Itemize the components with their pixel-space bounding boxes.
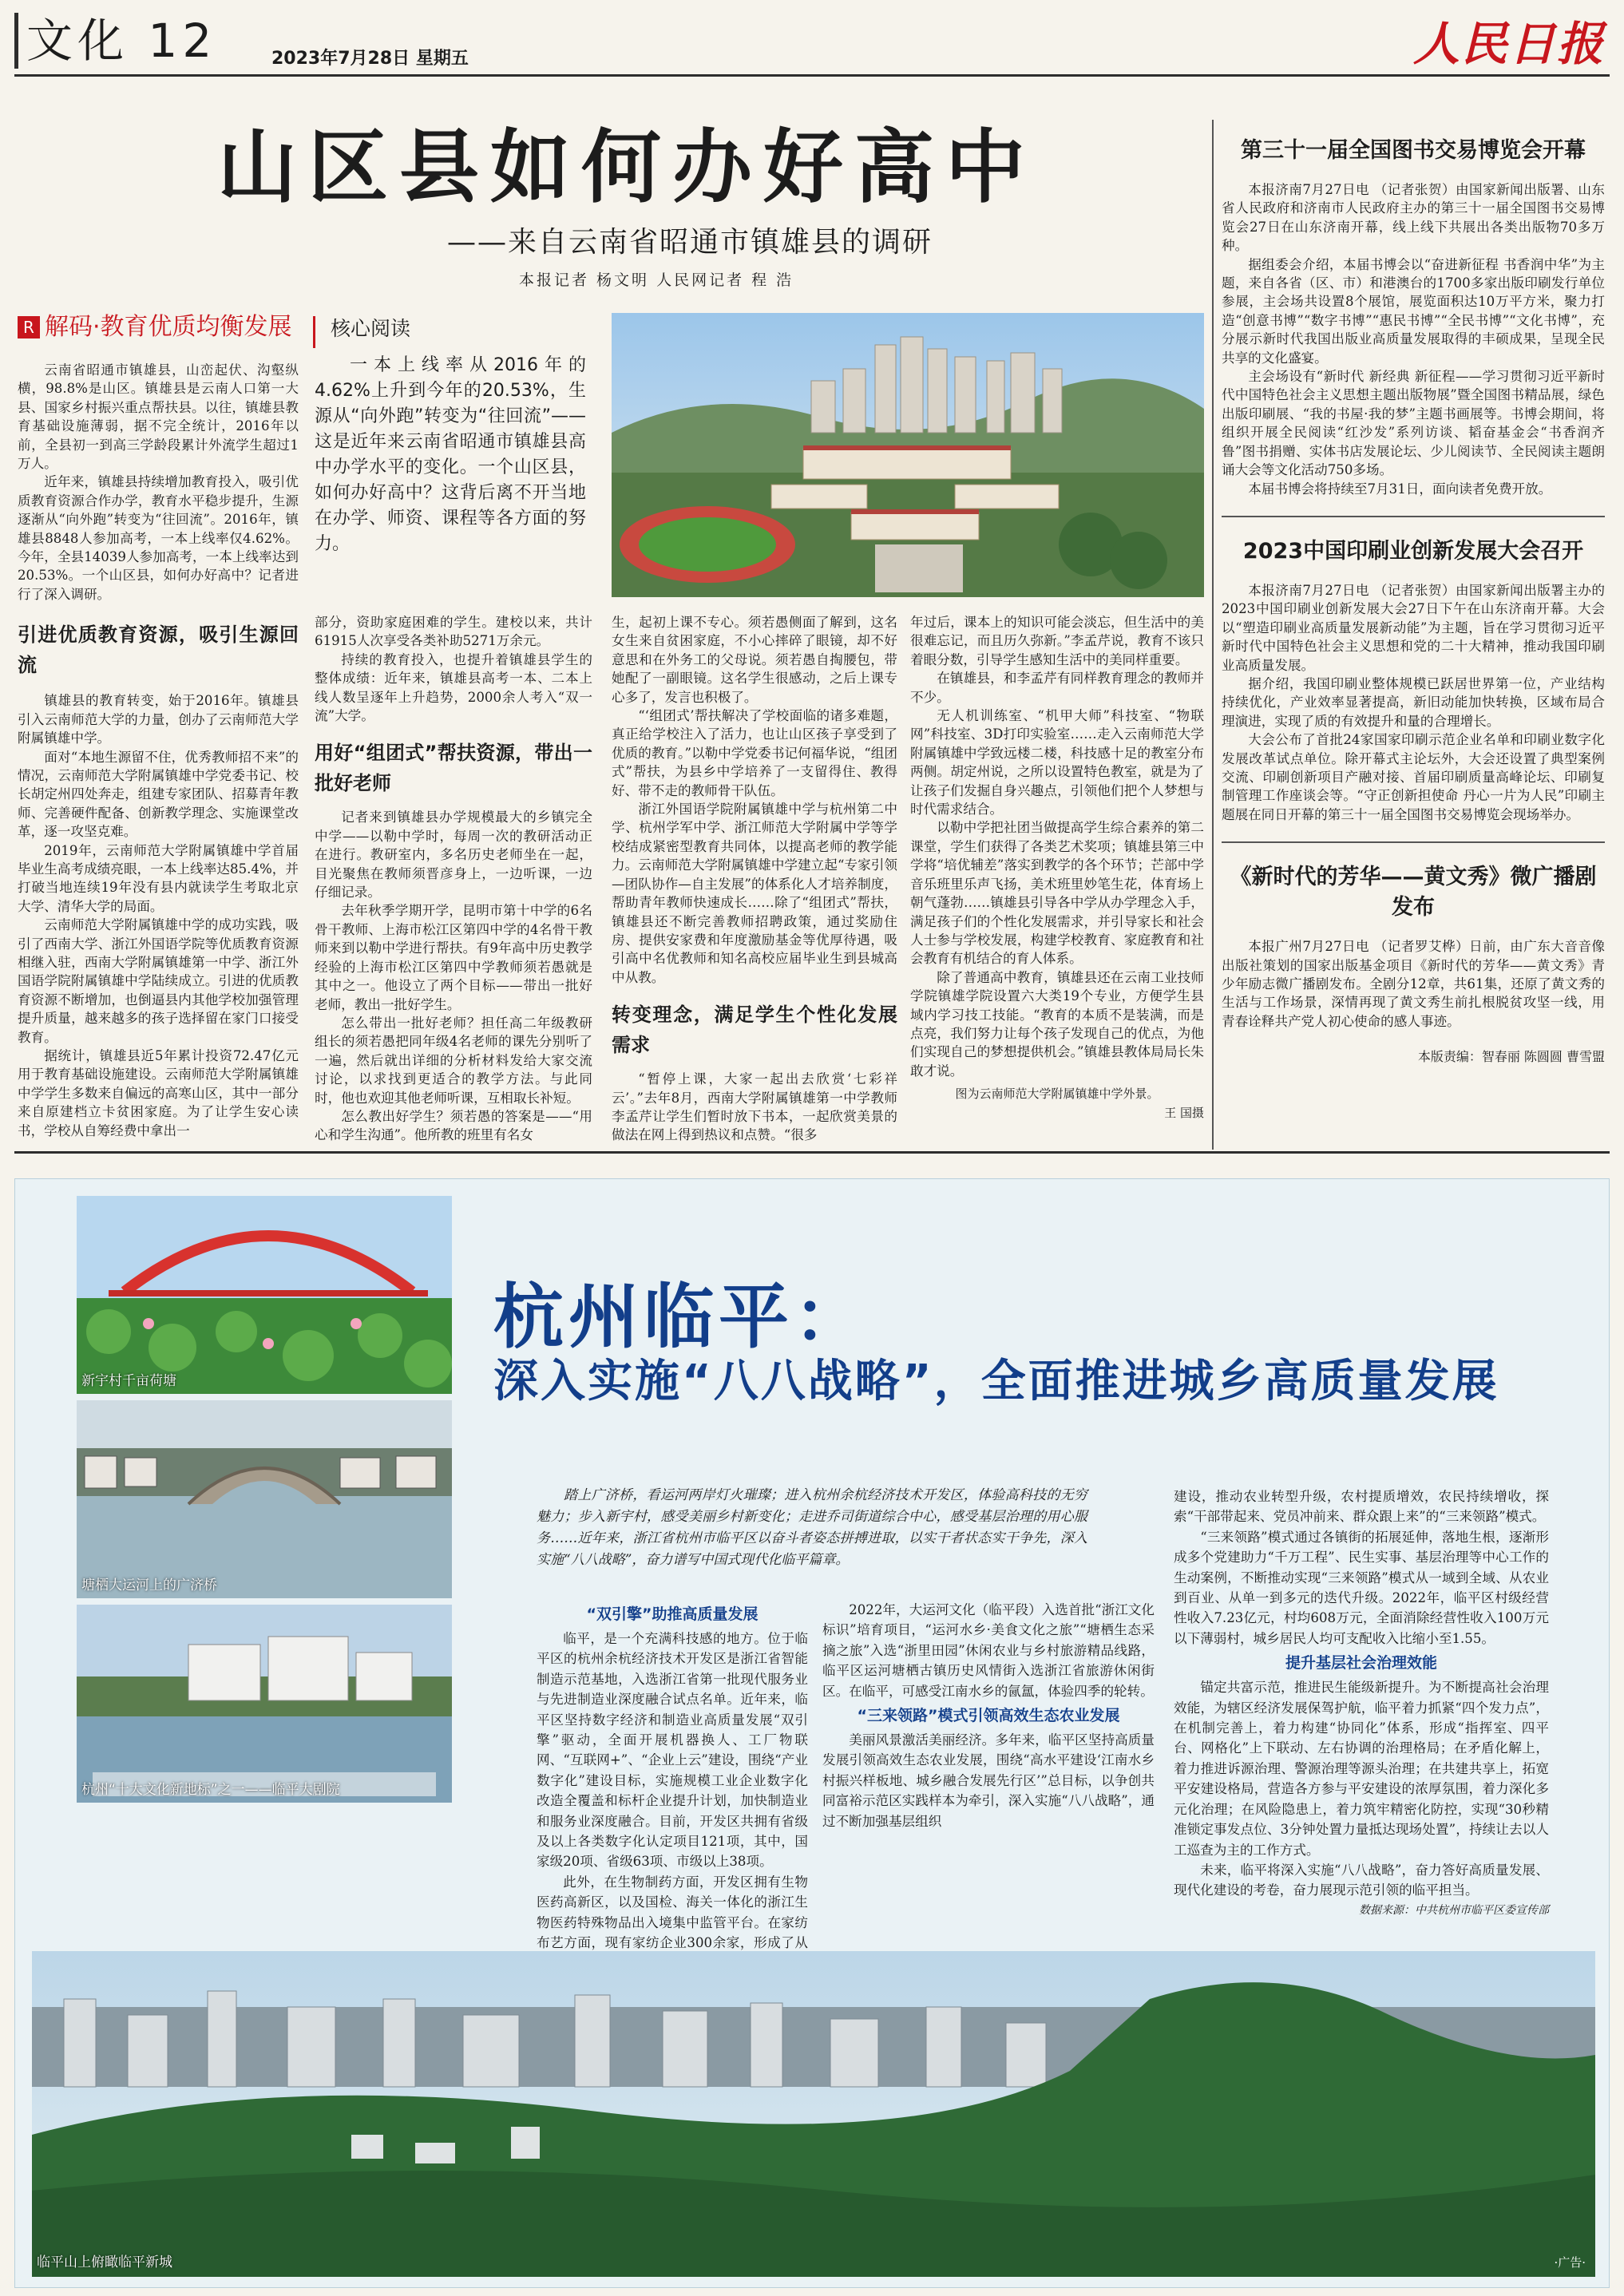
core-reading-text: 一本上线率从2016年的4.62%上升到今年的20.53%，生源从“向外跑”转变为“往回流”——这是近年来云南省昭通市镇雄县高中办学水平的变化。一个山区县，如何办好高中？这背后离不开当地在办学、师资、课程等各方面的努力。 [315, 355, 586, 554]
news-separator [1222, 841, 1605, 843]
paragraph: 生，起初上课不专心。须若愚侧面了解到，这名女生来自贫困家庭，不小心摔碎了眼镜，却不好意思和在外务工的父母说。须若愚自掏腰包，带她配了一副眼镜。这名学生很感动，之后上课专心多了，发言也积极了。 [612, 615, 897, 705]
paragraph: 据组委会介绍，本届书博会以“奋进新征程 书香润中华”为主题，来自各省（区、市）和港澳台的1700多家出版印刷发行单位参展，主会场共设置8个展馆，展览面积达10万平方米，聚力打造“创意书博”“数字书博”“惠民书博”“全民书博”“文化书博”，充分展示新时代我国出版业高质量发展取得的丰硕成果，呈现全民共享的文化盛宴。 [1222, 256, 1605, 366]
paragraph: 主会场设有“新时代 新经典 新征程——学习贯彻习近平新时代中国特色社会主义思想主题出版物展”暨全国图书精品展，绿色出版印刷展、“我的书屋·我的梦”主题书画展等。书博会期间，将组织开展全民阅读“红沙发”系列访谈、韬奋基金会“书香润齐鲁”图书捐赠、实体书店发展论坛、少儿阅读节、全民阅读主题朗诵大会等文化活动750多场。 [1222, 369, 1605, 478]
panorama-illustration [32, 1951, 1595, 2277]
paragraph: 记者来到镇雄县办学规模最大的乡镇完全中学——以勒中学时，每周一次的教研活动正在进行。教研室内，多名历史老师坐在一起，目光聚焦在教师须晋彦身上，一边听课，一边仔细记录。 [315, 810, 592, 901]
paragraph: “三来领路”模式通过各镇街的拓展延伸，落地生根，逐渐形成多个党建助力“千万工程”、民生实事、基层治理等中心工作的生动案例，不断推动实现“三来领路”模式从一域到全域、从农业到百业、从单一到多元的迭代升级。2022年，临平区村级经营性收入7.23亿元，村均608万元，全面消除经营性收入100万元以下薄弱村，城乡居民人均可支配收入比缩小至1.55。 [1174, 1529, 1549, 1646]
paragraph: 云南省昭通市镇雄县，山峦起伏、沟壑纵横，98.8%是山区。镇雄县是云南人口第一大县、国家乡村振兴重点帮扶县。以往，镇雄县教育基础设施薄弱，据不完全统计，2016年以前，全县初一到高三学龄段累计外流学生超过1万人。 [18, 362, 299, 472]
main-subhead: ——来自云南省昭通市镇雄县的调研 [447, 226, 933, 259]
photo-caption: 临平山上俯瞰临平新城 [37, 2254, 172, 2270]
ad-panorama [32, 1951, 1595, 2277]
paragraph: 除了普通高中教育，镇雄县还在云南工业技师学院镇雄学院设置六大类19个专业，方便学生县域内学习技工技能。“教育的本质不是装满，而是点亮，我们努力让每个孩子发现自己的优点，为他们实现自己的梦想提供机会。”镇雄县教体局局长朱敢才说。 [910, 969, 1204, 1079]
section-rule [14, 1151, 1610, 1154]
article-column-3 [612, 613, 897, 1148]
paragraph: 本届书博会将持续至7月31日，面向读者免费开放。 [1248, 481, 1552, 497]
news2-title: 2023中国印刷业创新发展大会召开 [1242, 538, 1584, 564]
paragraph: 无人机训练室、“机甲大师”科技室、“物联网”科技室、3D打印实验室……走入云南师范大学附属镇雄中学致远楼二楼，科技感十足的教室分布两侧。胡定州说，之所以设置特色教室，就是为了让孩子们发掘自身兴趣点，引领他们把个人梦想与时代需求结合。 [910, 708, 1204, 817]
paragraph: 怎么教出好学生？须若愚的答案是——“用心和学生沟通”。他所教的班里有名女 [315, 1108, 592, 1143]
masthead [14, 11, 1610, 77]
paragraph: 怎么带出一批好老师？担任高二年级教研组长的须若愚把同年级4名老师的课先分别听了一遍，然后就出详细的分析材料发给大家交流讨论，以求找到更适合的教学方法。与此同时，他也欢迎其他老师听课，互相取长补短。 [315, 1015, 592, 1106]
ad-lead: 踏上广济桥，看运河两岸灯火璀璨；进入杭州余杭经济技术开发区，体验高科技的无穷魅力；步入新宇村，感受美丽乡村新变化；走进乔司街道综合中心，感受基层治理的用心服务……近年来，浙江省杭州市临平区以奋斗者姿态拼搏进取，以实干者状态实干争先，深入实施“八八战略”，奋力谱写中国式现代化临平篇章。 [537, 1487, 1087, 1568]
section-tag-badge: R [18, 316, 40, 338]
paragraph: 以勒中学把社团当做提高学生综合素养的第二课堂，学生们获得了各类艺术奖项；镇雄县第三中学将“培优辅差”落实到教学的各个环节；芒部中学音乐班里乐声飞扬，美术班里妙笔生花，体育场上朝气蓬勃……镇雄县引导各中学从办学理念入手，满足孩子们的个性化发展需求，并引导家长和社会人士参与学校发展，构建学校教育、家庭教育和社会教育有机结合的育人体系。 [910, 820, 1204, 967]
photo-caption: 图为云南师范大学附属镇雄中学外景。 [955, 1087, 1159, 1102]
paragraph: 建设，推动农业转型升级，农村提质增效，农民持续增收，探索“干部带起来、党员冲前来、群众跟上来”的“三来领路”模式。 [1174, 1489, 1549, 1525]
lotus-photo-illustration [77, 1196, 452, 1394]
ad-column-2 [822, 1600, 1155, 1943]
section-tag [18, 310, 305, 345]
paragraph: 未来，临平将深入实施“八八战略”，奋力答好高质量发展、现代化建设的考卷，奋力展现示范引领的临平担当。 [1174, 1862, 1549, 1898]
paragraph: 本报广州7月27日电 （记者罗艾桦）日前，由广东大音音像出版社策划的国家出版基金项目《新时代的芳华——黄文秀》青少年励志微广播剧发布。全剧分12章，共61集，还原了黄文秀的生活与工作场景，深情再现了黄文秀生前扎根脱贫攻坚一线，用青春诠释共产党人初心使命的感人事迹。 [1222, 939, 1605, 1029]
paper-logo: 人民日报 [1412, 17, 1605, 71]
core-reading [315, 313, 586, 608]
paragraph: 部分，资助家庭困难的学生。建校以来，共计61915人次享受各类补助5271万余元。 [315, 615, 592, 649]
paragraph: 浙江外国语学院附属镇雄中学与杭州第二中学、杭州学军中学、浙江师范大学附属中学等学校结成紧密型教育共同体，以提高老师的教学能力。云南师范大学附属镇雄中学建立起“专家引领—团队协作—自主发展”的体系化人才培养制度，帮助青年教师快速成长……除了“组团式”帮扶，镇雄县还不断完善教师招聘政策，通过奖励住房、提供安家费和年度激励基金等优厚待遇，吸引高中名优教师和知名高校应届毕业生到县城高中从教。 [612, 802, 897, 985]
paragraph: 临平，是一个充满科技感的地方。位于临平区的杭州余杭经济技术开发区是浙江省智能制造示范基地，入选浙江省第一批现代服务业与先进制造业深度融合试点名单。近年来，临平区坚持数字经济和制造业高质量发展“双引擎”驱动，全面开展机器换人、工厂物联网、“互联网+”、“企业上云”建设，围绕“产业数字化”建设目标，实施规模工业企业数字化改造全覆盖和标杆企业提升计划，加快制造业和服务业深度融合。目前，开发区共拥有省级及以上各类数字化认定项目121项，其中，国家级20项、省级63项、市级以上38项。 [537, 1631, 808, 1870]
ad-subheading: “双引擎”助推高质量发展 [586, 1605, 759, 1623]
bridge-photo-illustration [77, 1400, 452, 1598]
subtitle-2: 用好“组团式”帮扶资源，带出一批好老师 [315, 742, 592, 795]
paragraph: 近年来，镇雄县持续增加教育投入，吸引优质教育资源合作办学，教育水平稳步提升，生源逐渐从“向外跑”转变为“往回流”。2016年，镇雄县8848人参加高考，一本上线率仅4.62%。今年，全县14039人参加高考，一本上线率达到20.53%。一个山区县，如何办好高中？记者进行了深入调研。 [18, 474, 299, 602]
article-column-1 [18, 361, 299, 1148]
ad-title: 杭州临平： [493, 1276, 869, 1358]
paragraph: 2022年，大运河文化（临平段）入选首批“浙江文化标识”培育项目，“运河水乡·美食文化之旅”“塘栖生态采摘之旅”入选“浙里田园”休闲农业与乡村旅游精品线路，临平区运河塘栖古镇历史风情街入选浙江省旅游休闲街区。在临平，可感受江南水乡的氤氲，体验四季的轮转。 [822, 1602, 1155, 1699]
sidebar [1222, 136, 1605, 1148]
paragraph: 据介绍，我国印刷业整体规模已跃居世界第一位，产业结构持续优化，产业效率显著提高，新旧动能加快转换，区域布局合理演进，实现了质的有效提升和量的合理增长。 [1222, 675, 1605, 729]
theatre-photo-illustration [77, 1605, 452, 1803]
paragraph: “暂停上课，大家一起出去欣赏‘七彩祥云’。”去年8月，西南大学附属镇雄第一中学教师李孟芹让学生们暂时放下书本，一起欣赏美景的做法在网上得到热议和点赞。“很多 [612, 1071, 897, 1143]
paragraph: 锚定共富示范，推进民生能级新提升。为不断提高社会治理效能，为辖区经济发展保驾护航，临平着力抓紧“四个发力点”，在机制完善上，着力构建“协同化”体系，形成“指挥室、四平台、网格化”上下联动、左右协调的治理格局；在矛盾化解上，着力推进诉源治理、警源治理等源头治理；在共建共享上，拓宽平安建设格局，营造各方参与平安建设的浓厚氛围，着力深化多元化治理；在风险隐患上，着力筑牢精密化防控，实现“30秒精准锁定事发点位、3分钟处置力量抵达现场处置”，持续让去以人工巡查为主的工作方式。 [1174, 1680, 1549, 1858]
paragraph: 此外，在生物制药方面，开发区拥有生物医药高新区，以及国检、海关一体化的浙江生物医药特殊物品出入境集中监管平台。在家纺布艺方面，现有家纺企业300余家，形成了从 [537, 1874, 808, 1951]
paragraph: “‘组团式’帮扶解决了学校面临的诸多难题，真正给学校注入了活力，也让山区孩子享受到了优质的教育。”以勒中学党委书记何福华说，“组团式”帮扶，为县乡中学培养了一支留得住、教得好、带不走的教师骨干队伍。 [612, 708, 897, 798]
paragraph: 2019年，云南师范大学附属镇雄中学首届毕业生高考成绩亮眼，一本上线率达85.4%，并打破当地连续19年没有县内就读学生考取北京大学、清华大学的局面。 [18, 842, 299, 914]
news3-title: 《新时代的芳华——黄文秀》微广播剧发布 [1230, 865, 1597, 920]
article-column-4 [910, 613, 1204, 1148]
paragraph: 年过后，课本上的知识可能会淡忘，但生活中的美很难忘记，而且历久弥新。”李孟芹说，教育不该只着眼分数，引导学生感知生活中的美同样重要。 [910, 615, 1204, 667]
ad-subtitle: 深入实施“八八战略”，全面推进城乡高质量发展 [493, 1356, 1499, 1407]
subtitle-3: 转变理念，满足学生个性化发展需求 [612, 1004, 897, 1057]
paragraph: 云南师范大学附属镇雄中学的成功实践，吸引了西南大学、浙江外国语学院等优质教育资源相继入驻，西南大学附属镇雄第一中学、浙江外国语学院附属镇雄中学陆续成立。引进的优质教育资源不断增加，也倒逼县内其他学校加强管理提升质量，越来越多的孩子选择留在家门口接受教育。 [18, 917, 299, 1045]
ad-photo-bridge [77, 1400, 452, 1598]
core-reading-title: 核心阅读 [331, 317, 411, 340]
main-headline: 山区县如何办好高中 [217, 121, 1036, 214]
photo-caption: 塘栖大运河上的广济桥 [81, 1578, 217, 1593]
paragraph: 持续的教育投入，也提升着镇雄县学生的整体成绩：近年来，镇雄县高考一本、二本上线人数呈逐年上升趋势，2000余人考入“双一流”大学。 [315, 651, 592, 724]
paragraph: 本报济南7月27日电 （记者张贺）由国家新闻出版署主办的2023中国印刷业创新发展大会27日下午在山东济南开幕。大会以“塑造印刷业高质量发展新动能”为主题，旨在学习贯彻习近平新时代中国特色社会主义思想和党的二十大精神，推动我国印刷业高质量发展。 [1222, 582, 1605, 673]
column-divider [1212, 120, 1214, 1150]
paragraph: 面对“本地生源留不住，优秀教师招不来”的情况，云南师范大学附属镇雄中学党委书记、校长胡定州四处奔走，组建专家团队、招募青年教师、完善硬件配备、创新教学理念、实施课堂改革，逐一攻坚克难。 [18, 749, 299, 840]
ad-source: 数据来源：中共杭州市临平区委宣传部 [1359, 1903, 1549, 1917]
section-label: 文化 12 [14, 13, 216, 69]
ad-subheading: 提升基层社会治理效能 [1285, 1654, 1437, 1673]
ad-mark: ·广告· [1554, 2255, 1586, 2270]
paragraph: 本报济南7月27日电 （记者张贺）由国家新闻出版署、山东省人民政府和济南市人民政府主办的第三十一届全国图书交易博览会27日在山东济南开幕，线上线下共展出各类出版物70多万种。 [1222, 182, 1605, 254]
issue-date: 2023年7月28日 星期五 [271, 49, 469, 69]
paragraph: 据统计，镇雄县近5年累计投资72.47亿元用于教育基础设施建设。云南师范大学附属镇雄中学学生多数来自偏远的高寒山区，其中一部分来自原建档立卡贫困家庭。为了让学生安心读书，学校从自筹经费中拿出一 [18, 1048, 299, 1138]
ad-column-1 [537, 1600, 808, 1951]
campus-photo [612, 313, 1204, 597]
paragraph: 大会公布了首批24家国家印刷示范企业名单和印刷业数字化发展改革试点单位。除开幕式主论坛外，大会还设置了典型案例交流、印刷创新项目产融对接、首届印刷质量高峰论坛、印刷复制管理工作座谈会等。“守正创新担使命 丹心一片为人民”印刷主题展在同日开幕的第三十一届全国图书交易博览会现场举办。 [1222, 732, 1605, 822]
subtitle-1: 引进优质教育资源，吸引生源回流 [18, 623, 299, 677]
ad-subheading: “三来领路”模式引领高效生态农业发展 [857, 1707, 1120, 1725]
ad-photo-lotus [77, 1196, 452, 1394]
news2-body [1222, 581, 1605, 824]
news3-body [1222, 937, 1605, 1031]
news1-body [1222, 180, 1605, 498]
news-separator [1222, 516, 1605, 517]
ad-photo-theatre [77, 1605, 452, 1803]
photo-credit: 王 国摄 [1164, 1105, 1204, 1120]
paragraph: 镇雄县的教育转变，始于2016年。镇雄县引入云南师范大学的力量，创办了云南师范大学附属镇雄中学。 [18, 693, 299, 746]
photo-caption: 新宇村千亩荷塘 [81, 1373, 176, 1389]
editors-credit: 本版责编：智春丽 陈圆圆 曹雪盟 [1417, 1049, 1605, 1065]
paragraph: 去年秋季学期开学，昆明市第十中学的6名骨干教师、上海市松江区第四中学的4名骨干教师来到以勒中学进行帮扶。有9年高中历史教学经验的上海市松江区第四中学教师须若愚就是其中之一。他设立了两个目标——带出一批好老师，教出一批好学生。 [315, 903, 592, 1012]
byline: 本报记者 杨文明 人民网记者 程 浩 [519, 271, 794, 289]
paragraph: 在镇雄县，和李孟芹有同样教育理念的教师并不少。 [910, 671, 1204, 705]
photo-caption: 杭州“十大文化新地标”之一——临平大剧院 [81, 1782, 340, 1798]
campus-photo-illustration [612, 313, 1204, 597]
news1-title: 第三十一届全国图书交易博览会开幕 [1241, 138, 1586, 163]
article-column-2 [315, 613, 592, 1148]
section-tag-label: 解码·教育优质均衡发展 [45, 313, 292, 341]
paragraph: 美丽风景激活美丽经济。多年来，临平区坚持高质量发展引领高效生态农业发展，围绕“高水平建设‘江南水乡村振兴样板地、城乡融合发展先行区’”总目标，以争创共同富裕示范区实践样本为牵引，深入实施“八八战略”，通过不断加强基层组织 [822, 1732, 1155, 1829]
ad-column-3 [1174, 1486, 1549, 1950]
